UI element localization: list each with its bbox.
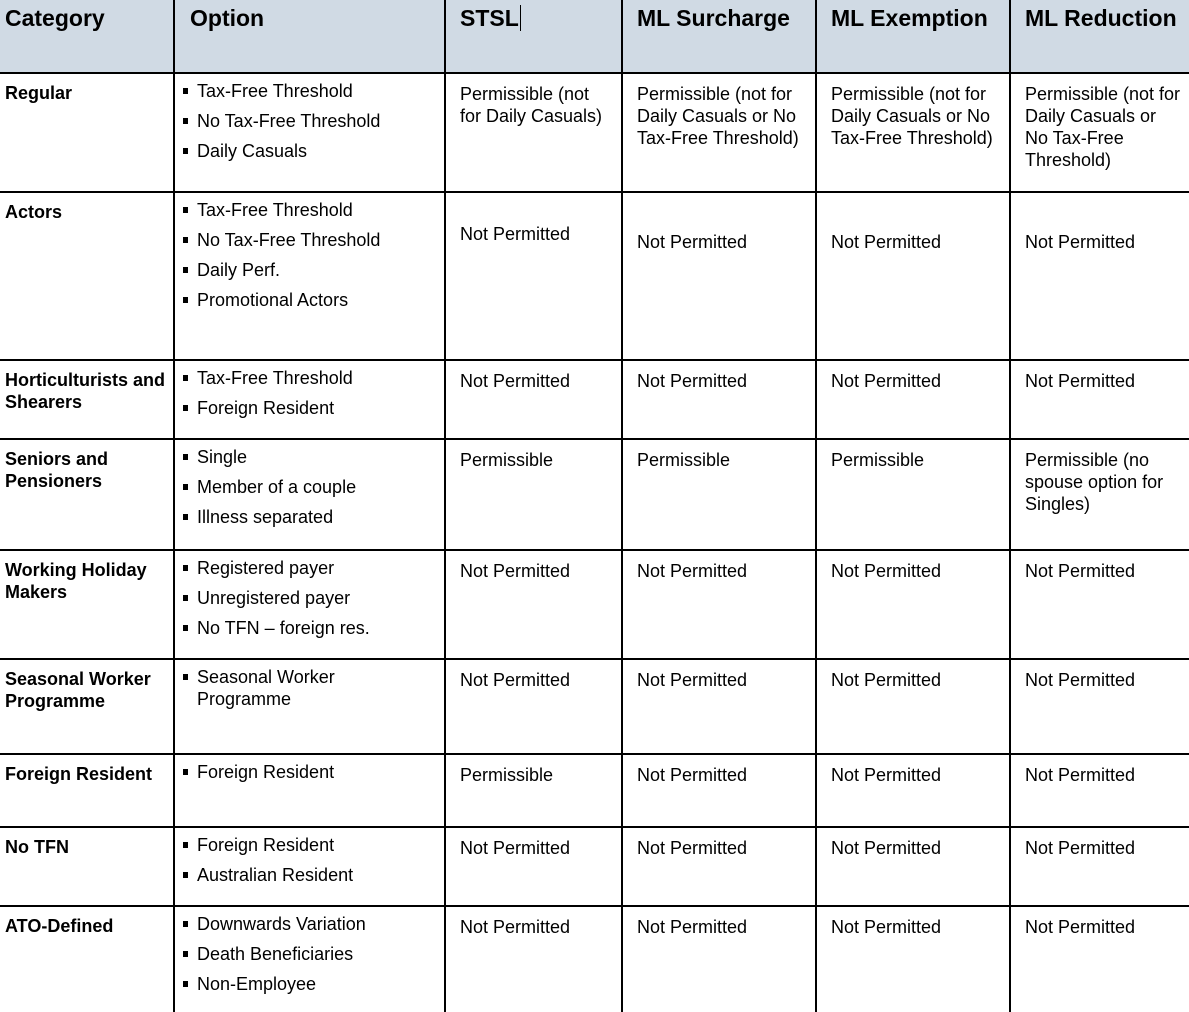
option-item: No TFN – foreign res. xyxy=(181,617,440,639)
header-option-label: Option xyxy=(190,5,265,31)
ml-reduction-cell: Not Permitted xyxy=(1010,754,1189,827)
text-cursor xyxy=(520,5,521,31)
ml-surcharge-cell: Not Permitted xyxy=(622,906,816,1012)
header-ml-exemption xyxy=(816,0,1010,73)
option-item: No Tax-Free Threshold xyxy=(181,110,440,132)
option-item: Promotional Actors xyxy=(181,289,440,311)
ml-reduction-cell: Not Permitted xyxy=(1010,827,1189,906)
category-cell: ATO-Defined xyxy=(0,906,174,1012)
ml-reduction-cell: Not Permitted xyxy=(1010,192,1189,360)
ml-reduction-cell: Not Permitted xyxy=(1010,906,1189,1012)
option-item: Seasonal Worker Programme xyxy=(181,666,367,710)
stsl-cell: Not Permitted xyxy=(445,550,622,659)
option-item: Australian Resident xyxy=(181,864,440,886)
category-cell: Seniors and Pensioners xyxy=(0,439,174,550)
table-row xyxy=(0,73,1189,192)
table-row xyxy=(0,827,1189,906)
header-option xyxy=(174,0,445,73)
ml-reduction-cell: Permissible (no spouse option for Singles) xyxy=(1010,439,1189,550)
option-item: Foreign Resident xyxy=(181,397,440,419)
table-row xyxy=(0,754,1189,827)
options-list xyxy=(181,913,440,995)
header-ml-surcharge xyxy=(622,0,816,73)
options-cell xyxy=(174,439,445,550)
ml-exemption-cell: Not Permitted xyxy=(816,906,1010,1012)
header-ml-reduction xyxy=(1010,0,1189,73)
category-cell: Seasonal Worker Programme xyxy=(0,659,174,754)
category-cell: No TFN xyxy=(0,827,174,906)
ml-exemption-cell: Not Permitted xyxy=(816,827,1010,906)
stsl-cell: Permissible xyxy=(445,439,622,550)
ml-surcharge-cell: Not Permitted xyxy=(622,754,816,827)
category-cell: Foreign Resident xyxy=(0,754,174,827)
option-item: Single xyxy=(181,446,440,468)
options-cell xyxy=(174,827,445,906)
header-category-label: Category xyxy=(5,5,105,31)
ml-surcharge-cell: Not Permitted xyxy=(622,192,816,360)
ml-exemption-cell: Not Permitted xyxy=(816,550,1010,659)
stsl-cell: Not Permitted xyxy=(445,906,622,1012)
options-list xyxy=(181,80,440,162)
options-cell xyxy=(174,550,445,659)
options-list xyxy=(181,557,440,639)
ml-surcharge-cell: Not Permitted xyxy=(622,659,816,754)
ml-exemption-cell: Not Permitted xyxy=(816,192,1010,360)
header-ml-surcharge-label: ML Surcharge xyxy=(637,5,790,31)
option-item: Illness separated xyxy=(181,506,440,528)
table-row xyxy=(0,550,1189,659)
ml-surcharge-cell: Not Permitted xyxy=(622,550,816,659)
ml-surcharge-cell: Permissible (not for Daily Casuals or No Tax-Free Threshold) xyxy=(622,73,816,192)
ml-reduction-cell: Permissible (not for Daily Casuals or No Tax-Free Threshold) xyxy=(1010,73,1189,192)
ml-surcharge-cell: Permissible xyxy=(622,439,816,550)
table-row xyxy=(0,659,1189,754)
option-item: Tax-Free Threshold xyxy=(181,199,440,221)
options-list xyxy=(181,367,440,419)
stsl-cell: Permissible (not for Daily Casuals) xyxy=(445,73,622,192)
table-row xyxy=(0,906,1189,1012)
options-list xyxy=(181,666,440,710)
options-list xyxy=(181,761,440,783)
option-item: Foreign Resident xyxy=(181,834,440,856)
header-ml-reduction-label: ML Reduction xyxy=(1025,5,1177,31)
ml-reduction-cell: Not Permitted xyxy=(1010,360,1189,439)
stsl-cell: Not Permitted xyxy=(445,360,622,439)
ml-surcharge-cell: Not Permitted xyxy=(622,827,816,906)
option-item: Foreign Resident xyxy=(181,761,440,783)
header-category xyxy=(0,0,174,73)
options-cell xyxy=(174,192,445,360)
category-cell: Horticulturists and Shearers xyxy=(0,360,174,439)
ml-exemption-cell: Permissible (not for Daily Casuals or No Tax-Free Threshold) xyxy=(816,73,1010,192)
option-item: Non-Employee xyxy=(181,973,440,995)
options-cell xyxy=(174,360,445,439)
option-item: No Tax-Free Threshold xyxy=(181,229,440,251)
header-ml-exemption-label: ML Exemption xyxy=(831,5,988,31)
ml-exemption-cell: Permissible xyxy=(816,439,1010,550)
stsl-cell: Not Permitted xyxy=(445,192,622,360)
table-row xyxy=(0,192,1189,360)
option-item: Unregistered payer xyxy=(181,587,440,609)
ml-reduction-cell: Not Permitted xyxy=(1010,550,1189,659)
ml-reduction-cell: Not Permitted xyxy=(1010,659,1189,754)
option-item: Daily Perf. xyxy=(181,259,440,281)
ml-exemption-cell: Not Permitted xyxy=(816,360,1010,439)
options-cell xyxy=(174,906,445,1012)
option-item: Tax-Free Threshold xyxy=(181,80,440,102)
options-cell xyxy=(174,659,445,754)
table-row xyxy=(0,360,1189,439)
option-item: Downwards Variation xyxy=(181,913,440,935)
stsl-cell: Not Permitted xyxy=(445,827,622,906)
option-item: Death Beneficiaries xyxy=(181,943,440,965)
stsl-cell: Not Permitted xyxy=(445,659,622,754)
options-list xyxy=(181,199,440,311)
option-item: Tax-Free Threshold xyxy=(181,367,440,389)
options-list xyxy=(181,834,440,886)
header-stsl-label: STSL xyxy=(460,5,519,31)
category-cell: Working Holiday Makers xyxy=(0,550,174,659)
option-item: Daily Casuals xyxy=(181,140,440,162)
category-cell: Actors xyxy=(0,192,174,360)
ml-exemption-cell: Not Permitted xyxy=(816,754,1010,827)
option-item: Registered payer xyxy=(181,557,440,579)
header-row xyxy=(0,0,1189,73)
table-row xyxy=(0,439,1189,550)
ml-surcharge-cell: Not Permitted xyxy=(622,360,816,439)
stsl-cell: Permissible xyxy=(445,754,622,827)
header-stsl[interactable] xyxy=(445,0,622,73)
options-cell xyxy=(174,73,445,192)
ml-exemption-cell: Not Permitted xyxy=(816,659,1010,754)
options-cell xyxy=(174,754,445,827)
category-cell: Regular xyxy=(0,73,174,192)
option-item: Member of a couple xyxy=(181,476,440,498)
options-list xyxy=(181,446,440,528)
